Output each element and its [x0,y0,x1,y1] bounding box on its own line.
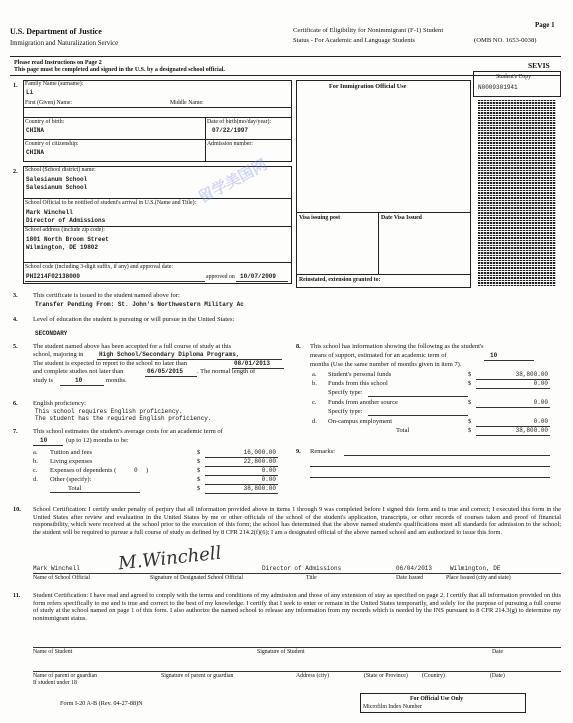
s7-b-value: 22,800.00 [243,458,276,465]
s7-a-value: 16,000.00 [243,449,276,456]
s8-d-label: d. [312,418,317,425]
agency-line1: U.S. Department of Justice [10,27,102,36]
place-issued-label: Place Issued (city and state) [446,575,511,581]
s8-b-specify-underline [368,396,468,397]
s8-d-dollar: $ [468,418,472,425]
approved-date-underline [236,281,288,282]
s1-divider-a [23,107,292,108]
school-official-title-value: Director of Admissions [262,565,342,572]
s7-c-value: 0.00 [261,467,276,474]
school-name-label: School (School district) name: [25,167,96,173]
section2-number: 2. [13,168,18,175]
section7-line1: This school estimates the student's average costs for an academic term of [33,428,223,435]
s7-total-value: 38,800.00 [243,485,276,492]
parent-date-label: (Date) [490,673,505,679]
signature-of-student-label: Signature of Student [257,649,305,655]
family-name-label: Family Name (surname): [25,81,84,87]
s8-d-text: On-campus employment [328,418,393,425]
form-title-line2: Status - For Academic and Language Students [293,37,415,44]
instructions-line1: Please read Instructions on Page 2 [14,60,102,66]
s8-b-value: 0.00 [533,380,548,387]
s2-divider-a [23,198,292,199]
watermark-graphic: 留学美国网 [195,155,271,207]
page-number: Page 1 [535,21,555,29]
s8-a-value: 38,800.00 [515,371,548,378]
s8-c-dollar: $ [468,399,472,406]
immigration-official-box [296,80,471,288]
section1-number: 1. [13,82,18,89]
agency-line2: Immigration and Naturalization Service [10,40,119,47]
family-name-value: Li [26,89,34,96]
school-official-title: Director of Admissions [26,217,106,224]
s7-b-label: b. [33,458,38,465]
s8-months-underline [484,360,534,361]
s8-c-specify-underline [368,415,468,416]
section8-line2: means of support, estimated for an academic term of [310,352,447,359]
form-number: Form I-20 A-B (Rev. 04-27-88)N [60,700,143,707]
citizenship-label: Country of citizenship: [25,141,79,147]
section8-line3: months (Use the same number of months given in item 7). [310,361,462,368]
instructions-line2: This page must be completed and signed in the U.S. by a designated school official. [14,67,225,73]
school-name-value2: Salesianum School [26,184,88,191]
s8-a-label: a. [312,371,317,378]
s11-parent-line [33,671,561,672]
section4-value: SECONDARY [35,330,68,337]
study-months-underline [60,385,104,386]
reinstated-label: Reinstated, extension granted to: [299,277,381,283]
barcode-overlay [478,100,556,286]
section5-line5b: months. [106,377,127,384]
section6-text: English proficiency: [33,400,86,407]
s8-b-text: Funds from this school [328,380,388,387]
s8-a-dollar: $ [468,371,472,378]
country-label: (Country) [422,673,445,679]
school-certification-text: School Certification: I certify under penalty of perjury that all information provided above in items 1 through 9 was completed before I signed this form and is true and correct; I executed this form in the United States after review and evaluation in the United States by me or other officials of the school of the student's application, transcripts, or other records of courses taken and proof of financial responsibility, which were received at the school prior to the execution of this form; the school has determined that the above named student's qualifications meet all standards for admission to the school; the student will be required to pursue a full course of study as defined by 8 CFR 214.2(f)(6); I am a designated official of the above named school and am authorized to issue this form. [33,506,561,536]
school-code-value: PHI214F02138000 [26,273,81,280]
section8-line1: This school has information showing the following as the student's [310,343,484,350]
approved-on-label: approved on [206,274,235,280]
english-proficiency-value1: This school requires English proficiency. [35,408,183,415]
s8-b-dollar: $ [468,380,472,387]
s7-d-value: 0.00 [261,476,276,483]
s7-total-label: Total [68,485,82,492]
date-issued-value: 06/04/2013 [396,565,433,572]
s8-c-text: Funds from another source [328,399,398,406]
s8-c-label: c. [312,399,317,406]
s8-total-underline [476,435,550,436]
s8-b-specify: Specify type: [328,389,363,396]
s7-d-specify-underline [50,492,140,493]
dob-value: 07/22/1997 [212,127,249,134]
s1-divider-b [23,117,292,118]
school-address-line1: 1801 North Broom Street [26,236,109,243]
sevis-label: SEVIS [528,61,550,70]
if-under-18-label: If student under 18 [33,680,77,686]
s7-d-label: d. [33,476,38,483]
s8-c-value: 0.00 [533,399,548,406]
section5-line5a: study is [33,377,54,384]
s7-b-dollar: $ [197,458,201,465]
microfilm-index-label: Microfilm Index Number [363,704,422,710]
school-official-name-value: Mark Winchell [33,565,80,572]
report-date-value: 08/01/2013 [234,360,271,367]
study-months-value: 10 [75,377,83,384]
header-rule [10,56,561,57]
section5-line2: school, majoring in [33,351,84,358]
complete-date-value: 06/05/2015 [147,368,184,375]
s7-months-underline [33,445,63,446]
s7-c-close: ) [146,467,149,474]
dob-label: Date of birth(mo/day/year): [207,119,272,125]
s7-a-dollar: $ [197,449,201,456]
s8-c-underline [476,407,550,408]
date-visa-issued-label: Date Visa Issued [381,215,422,221]
section5-number: 5. [13,343,18,350]
official-vdivider [378,212,379,274]
name-of-student-label: Name of Student [33,649,73,655]
s7-b-text: Living expenses [50,458,93,465]
school-code-label: School code (including 3-digit suffix, if any) and approval date: [25,264,173,270]
date-issued-label: Date Issued [396,575,424,581]
s7-c-dependents: 0 [134,467,138,474]
middle-name-label: Middle Name: [170,100,204,106]
section11-number: 11. [13,592,21,599]
s7-months-value: 10 [40,437,48,444]
s8-months-value: 10 [490,352,498,359]
student-date-label: Date [492,649,503,655]
school-address-label: School address (include zip code): [25,227,105,233]
official-use-label: For Official Use Only [410,696,464,702]
english-proficiency-value2: The student has the required English proficiency. [35,415,212,422]
school-address-line2: Wilmington, DE 19802 [26,244,99,251]
school-name-value1: Salesianum School [26,176,88,183]
state-province-label: (State or Province) [364,673,408,679]
section5-line1: The student named above has been accepted for a full course of study at this [33,343,232,350]
school-code-underline [25,281,205,282]
country-of-birth-value: CHINA [26,127,45,134]
section3-text: This certificate is issued to the student named above for: [33,292,180,299]
official-divider-b [296,274,471,275]
s7-a-label: a. [33,449,38,456]
signature-official-label: Signature of Designated School Official [150,575,243,581]
s7-total-dollar: $ [197,485,201,492]
remarks-line1 [344,455,550,456]
approved-date-value: 10/07/2009 [240,273,277,280]
students-copy-label: Student's Copy [496,74,532,80]
remarks-line3 [310,477,550,478]
name-of-parent-label: Name of parent or guardian [33,673,98,679]
school-official-name: Mark Winchell [26,209,73,216]
s8-b-label: b. [312,380,317,387]
student-certification-text: Student Certification: I have read and agreed to comply with the terms and conditions of my admission and those of any extension of stay as specified on page 2. I certify that all information provided on this form refers specifically to me and is true and correct to the best of my knowledge. I certify that I seek to enter or remain in the United States temporarily, and solely for the purpose of pursuing a full course of study at the school named on page 1 of this form. I also authorize the named school to release any information from my records which is needed by the INS pursuant to 8 CFR 214.3(g) to determine my nonimmigrant status. [33,592,561,622]
s10-signature-line [33,573,561,574]
omb-number: (OMB NO. 1653-0038) [474,37,537,44]
s7-c-text: Expenses of dependents ( [50,467,117,474]
title-label: Title [306,575,317,581]
visa-issuing-post-label: Visa issuing post [299,215,341,221]
citizenship-value: CHINA [26,149,45,156]
school-official-label: School Official to be notified of student's arrival in U.S.(Name and Title): [25,200,197,206]
section5-line4a: and complete studies not later than [33,368,124,375]
form-title-line1: Certificate of Eligibility for Nonimmigrant (F-1) Student [293,27,444,34]
section8-number: 8. [296,343,301,350]
section6-number: 6. [13,400,18,407]
s8-total-label: Total [396,427,410,434]
section4-text: Level of education the student is pursuing or will pursue in the United States: [33,316,235,323]
remarks-label: Remarks: [310,448,335,455]
s8-total-value: 38,800.00 [515,427,548,434]
s7-a-text: Tuition and fees [50,449,93,456]
s1-divider-c [23,139,292,140]
section3-number: 3. [13,292,18,299]
signature-of-parent-label: Signature of parent or guardian [161,673,234,679]
s8-a-text: Student's personal funds [328,371,392,378]
section5-line4b: . The normal length of [197,368,256,375]
s7-c-dollar: $ [197,467,201,474]
sevis-id-value: N0009301941 [478,84,518,91]
s11-student-line [33,647,561,648]
s7-d-text: Other (specify): [50,476,92,483]
s8-c-specify: Specify type: [328,408,363,415]
remarks-line2 [310,466,550,467]
place-issued-value: Wilmington, DE [450,565,501,572]
first-name-label: First (Given) Name: [25,100,73,106]
signature-graphic: M.Winchell [117,542,223,575]
s2-divider-c [23,262,292,263]
address-city-label: Address (city) [296,673,330,679]
section7-line2: (up to 12) months to be: [66,437,129,444]
s8-d-value: 0.00 [533,418,548,425]
country-of-birth-label: Country of birth: [25,119,65,125]
s7-total-underline [205,493,278,494]
section3-value: Transfer Pending From: St. John's Northwestern Military Ac [35,301,244,308]
s8-total-dollar: $ [468,427,472,434]
immigration-official-title: For Immigration Official Use [329,83,407,90]
name-of-school-official-label: Name of School Official [33,575,91,581]
s7-c-label: c. [33,467,38,474]
s8-b-underline [476,388,550,389]
section4-number: 4. [13,316,18,323]
complete-date-underline [145,376,197,377]
admission-number-label: Admission number: [207,141,253,147]
official-divider-a [296,212,471,213]
section5-line3: The student is expected to report to the school no later than [33,360,187,367]
section9-number: 9. [296,448,301,455]
section7-number: 7. [13,428,18,435]
section10-number: 10. [13,506,21,513]
major-value: High School/Secondary Diploma Programs, [99,351,240,358]
s7-d-dollar: $ [197,476,201,483]
